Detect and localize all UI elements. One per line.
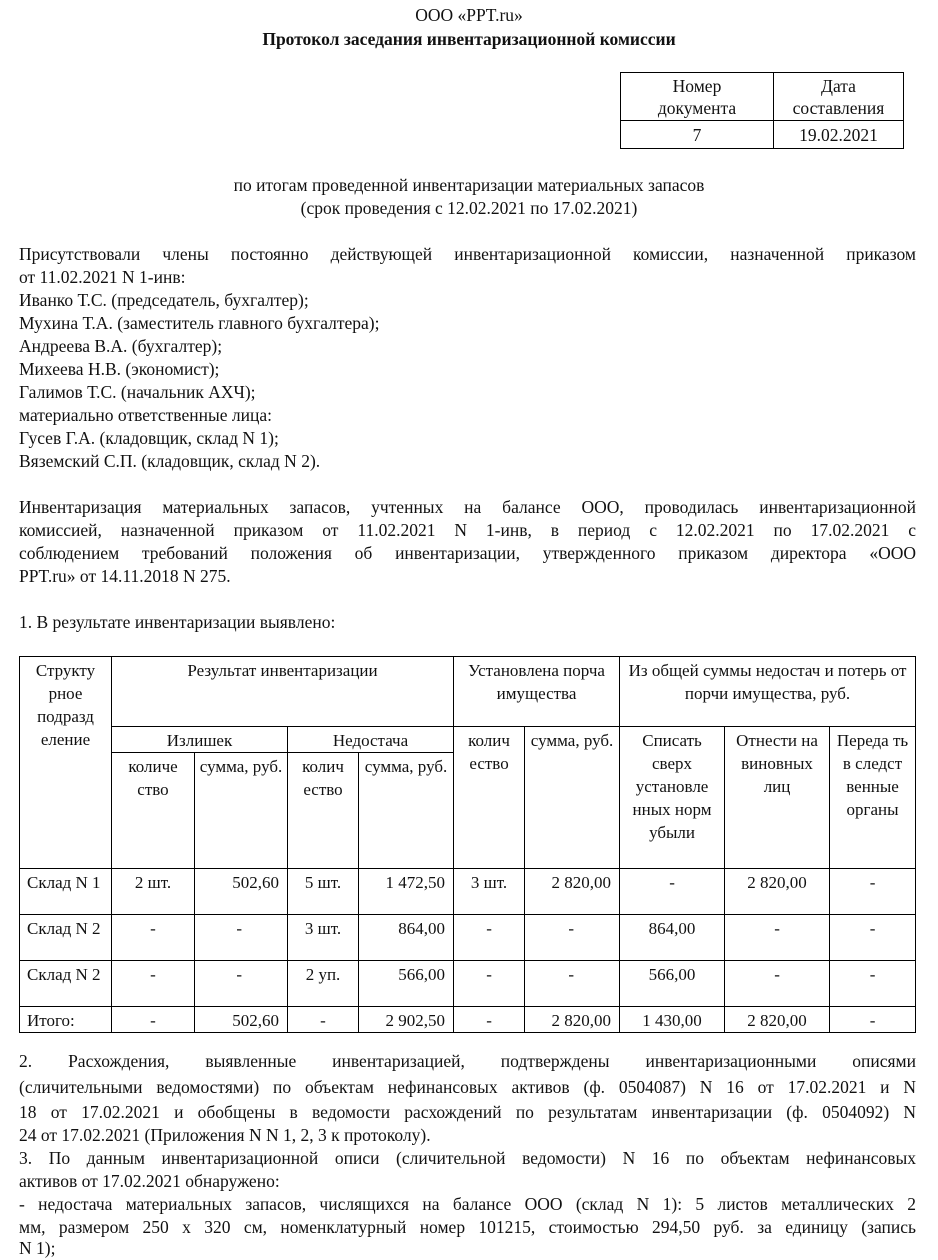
attendees-line: Андреева В.А. (бухгалтер);: [19, 336, 223, 356]
cell-damage-sum: -: [525, 915, 620, 961]
section-3-line: активов от 17.02.2021 обнаружено:: [19, 1171, 280, 1191]
inventory-results-table: [19, 656, 916, 1033]
section-3-line: N 1);: [19, 1238, 56, 1258]
table-row: [20, 869, 916, 915]
attendees-line: Гусев Г.А. (кладовщик, склад N 1);: [19, 428, 279, 448]
header-shortage-sum: сумма, руб.: [359, 753, 454, 869]
cell-damage-qty: 3 шт.: [454, 869, 525, 915]
cell-surplus-qty: -: [112, 915, 195, 961]
header-surplus-qty: количе ство: [112, 753, 195, 869]
cell-writeoff: -: [620, 869, 725, 915]
cell-unit: Склад N 2: [20, 915, 112, 961]
cell-surplus-sum: 502,60: [195, 1007, 288, 1033]
cell-surplus-sum: -: [195, 961, 288, 1007]
cell-shortage-sum: 1 472,50: [359, 869, 454, 915]
section-3-line: 3. По данным инвентаризационной описи (сличительной ведомости) N 16 по объектам нефинансовых: [19, 1148, 916, 1168]
cell-damage-qty: -: [454, 1007, 525, 1033]
header-damage-qty: колич ество: [454, 727, 525, 869]
header-investigation: Переда ть в следст венные органы: [830, 727, 916, 869]
section-3-line: мм, размером 250 х 320 см, номенклатурный номер 101215, стоимостью 294,50 руб. за единицу (запись: [19, 1217, 916, 1237]
subtitle-line-2: (срок проведения с 12.02.2021 по 17.02.2021): [300, 198, 638, 218]
header-surplus-sum: сумма, руб.: [195, 753, 288, 869]
attendees-line: от 11.02.2021 N 1-инв:: [19, 267, 186, 287]
cell-unit: Склад N 1: [20, 869, 112, 915]
section-2-line: 2. Расхождения, выявленные инвентаризацией, подтверждены инвентаризационными описями: [19, 1051, 916, 1071]
cell-shortage-sum: 566,00: [359, 961, 454, 1007]
cell-guilty: 2 820,00: [725, 1007, 830, 1033]
cell-damage-qty: -: [454, 915, 525, 961]
cell-guilty: -: [725, 915, 830, 961]
cell-damage-qty: -: [454, 961, 525, 1007]
section-2-line: 24 от 17.02.2021 (Приложения N N 1, 2, 3 к протоколу).: [19, 1125, 431, 1145]
cell-writeoff: 1 430,00: [620, 1007, 725, 1033]
header-damage: Установлена порча имущества: [454, 657, 620, 727]
attendees-line: Михеева Н.В. (экономист);: [19, 359, 220, 379]
cell-surplus-sum: 502,60: [195, 869, 288, 915]
doc-number-value: 7: [621, 121, 774, 149]
document-info-table: [620, 72, 904, 149]
section-2-line: (сличительными ведомостями) по объектам нефинансовых активов (ф. 0504087) N 16 от 17.02.2021 и N: [19, 1077, 916, 1097]
intro-line: комиссией, назначенной приказом от 11.02.2021 N 1-инв, в период с 12.02.2021 по 17.02.2021 с: [19, 520, 916, 540]
header-shortage-qty: колич ество: [288, 753, 359, 869]
intro-line: Инвентаризация материальных запасов, учтенных на балансе ООО, проводилась инвентаризационной: [19, 497, 916, 517]
header-inventory-result: Результат инвентаризации: [112, 657, 454, 727]
header-writeoff: Списать сверх установле нных норм убыли: [620, 727, 725, 869]
cell-investigation: -: [830, 915, 916, 961]
section-3-line: - недостача материальных запасов, числящихся на балансе ООО (склад N 1): 5 листов металлических 2: [19, 1194, 916, 1214]
header-shortage-total: Из общей суммы недостач и потерь от порчи имущества, руб.: [620, 657, 916, 727]
table-row: [20, 961, 916, 1007]
cell-shortage-qty: 3 шт.: [288, 915, 359, 961]
cell-shortage-qty: -: [288, 1007, 359, 1033]
table-total-row: [20, 1007, 916, 1033]
header-damage-sum: сумма, руб.: [525, 727, 620, 869]
cell-damage-sum: 2 820,00: [525, 869, 620, 915]
header-surplus: Излишек: [112, 727, 288, 753]
doc-number-header: Номер документа: [621, 73, 774, 121]
cell-surplus-qty: -: [112, 1007, 195, 1033]
cell-writeoff: 864,00: [620, 915, 725, 961]
subtitle-line-1: по итогам проведенной инвентаризации материальных запасов: [233, 175, 705, 195]
company-name: ООО «PPT.ru»: [415, 5, 523, 25]
cell-investigation: -: [830, 1007, 916, 1033]
cell-damage-sum: 2 820,00: [525, 1007, 620, 1033]
cell-unit: Склад N 2: [20, 961, 112, 1007]
header-unit: Структу рное подразд еление: [20, 657, 112, 869]
cell-writeoff: 566,00: [620, 961, 725, 1007]
header-shortage: Недостача: [288, 727, 454, 753]
section-2-line: 18 от 17.02.2021 и обобщены в ведомости расхождений по результатам инвентаризации (ф. 0504092) N: [19, 1102, 916, 1122]
cell-shortage-qty: 5 шт.: [288, 869, 359, 915]
intro-line: соблюдением требований положения об инвентаризации, утвержденного приказом директора «ООО: [19, 543, 916, 563]
section-1-heading: 1. В результате инвентаризации выявлено:: [19, 612, 336, 632]
attendees-line: Присутствовали члены постоянно действующей инвентаризационной комиссии, назначенной приказом: [19, 244, 916, 264]
cell-surplus-qty: -: [112, 961, 195, 1007]
cell-surplus-sum: -: [195, 915, 288, 961]
cell-surplus-qty: 2 шт.: [112, 869, 195, 915]
header-guilty: Отнести на виновных лиц: [725, 727, 830, 869]
cell-investigation: -: [830, 869, 916, 915]
cell-guilty: -: [725, 961, 830, 1007]
attendees-line: Иванко Т.С. (председатель, бухгалтер);: [19, 290, 309, 310]
cell-damage-sum: -: [525, 961, 620, 1007]
cell-guilty: 2 820,00: [725, 869, 830, 915]
document-title: Протокол заседания инвентаризационной комиссии: [262, 29, 676, 49]
cell-shortage-sum: 2 902,50: [359, 1007, 454, 1033]
attendees-line: Мухина Т.А. (заместитель главного бухгалтера);: [19, 313, 380, 333]
cell-unit: Итого:: [20, 1007, 112, 1033]
attendees-line: материально ответственные лица:: [19, 405, 272, 425]
cell-shortage-sum: 864,00: [359, 915, 454, 961]
attendees-line: Галимов Т.С. (начальник АХЧ);: [19, 382, 256, 402]
intro-line: PPT.ru» от 14.11.2018 N 275.: [19, 566, 231, 586]
cell-investigation: -: [830, 961, 916, 1007]
doc-date-header: Дата составления: [774, 73, 904, 121]
cell-shortage-qty: 2 уп.: [288, 961, 359, 1007]
doc-date-value: 19.02.2021: [774, 121, 904, 149]
table-row: [20, 915, 916, 961]
attendees-line: Вяземский С.П. (кладовщик, склад N 2).: [19, 451, 321, 471]
